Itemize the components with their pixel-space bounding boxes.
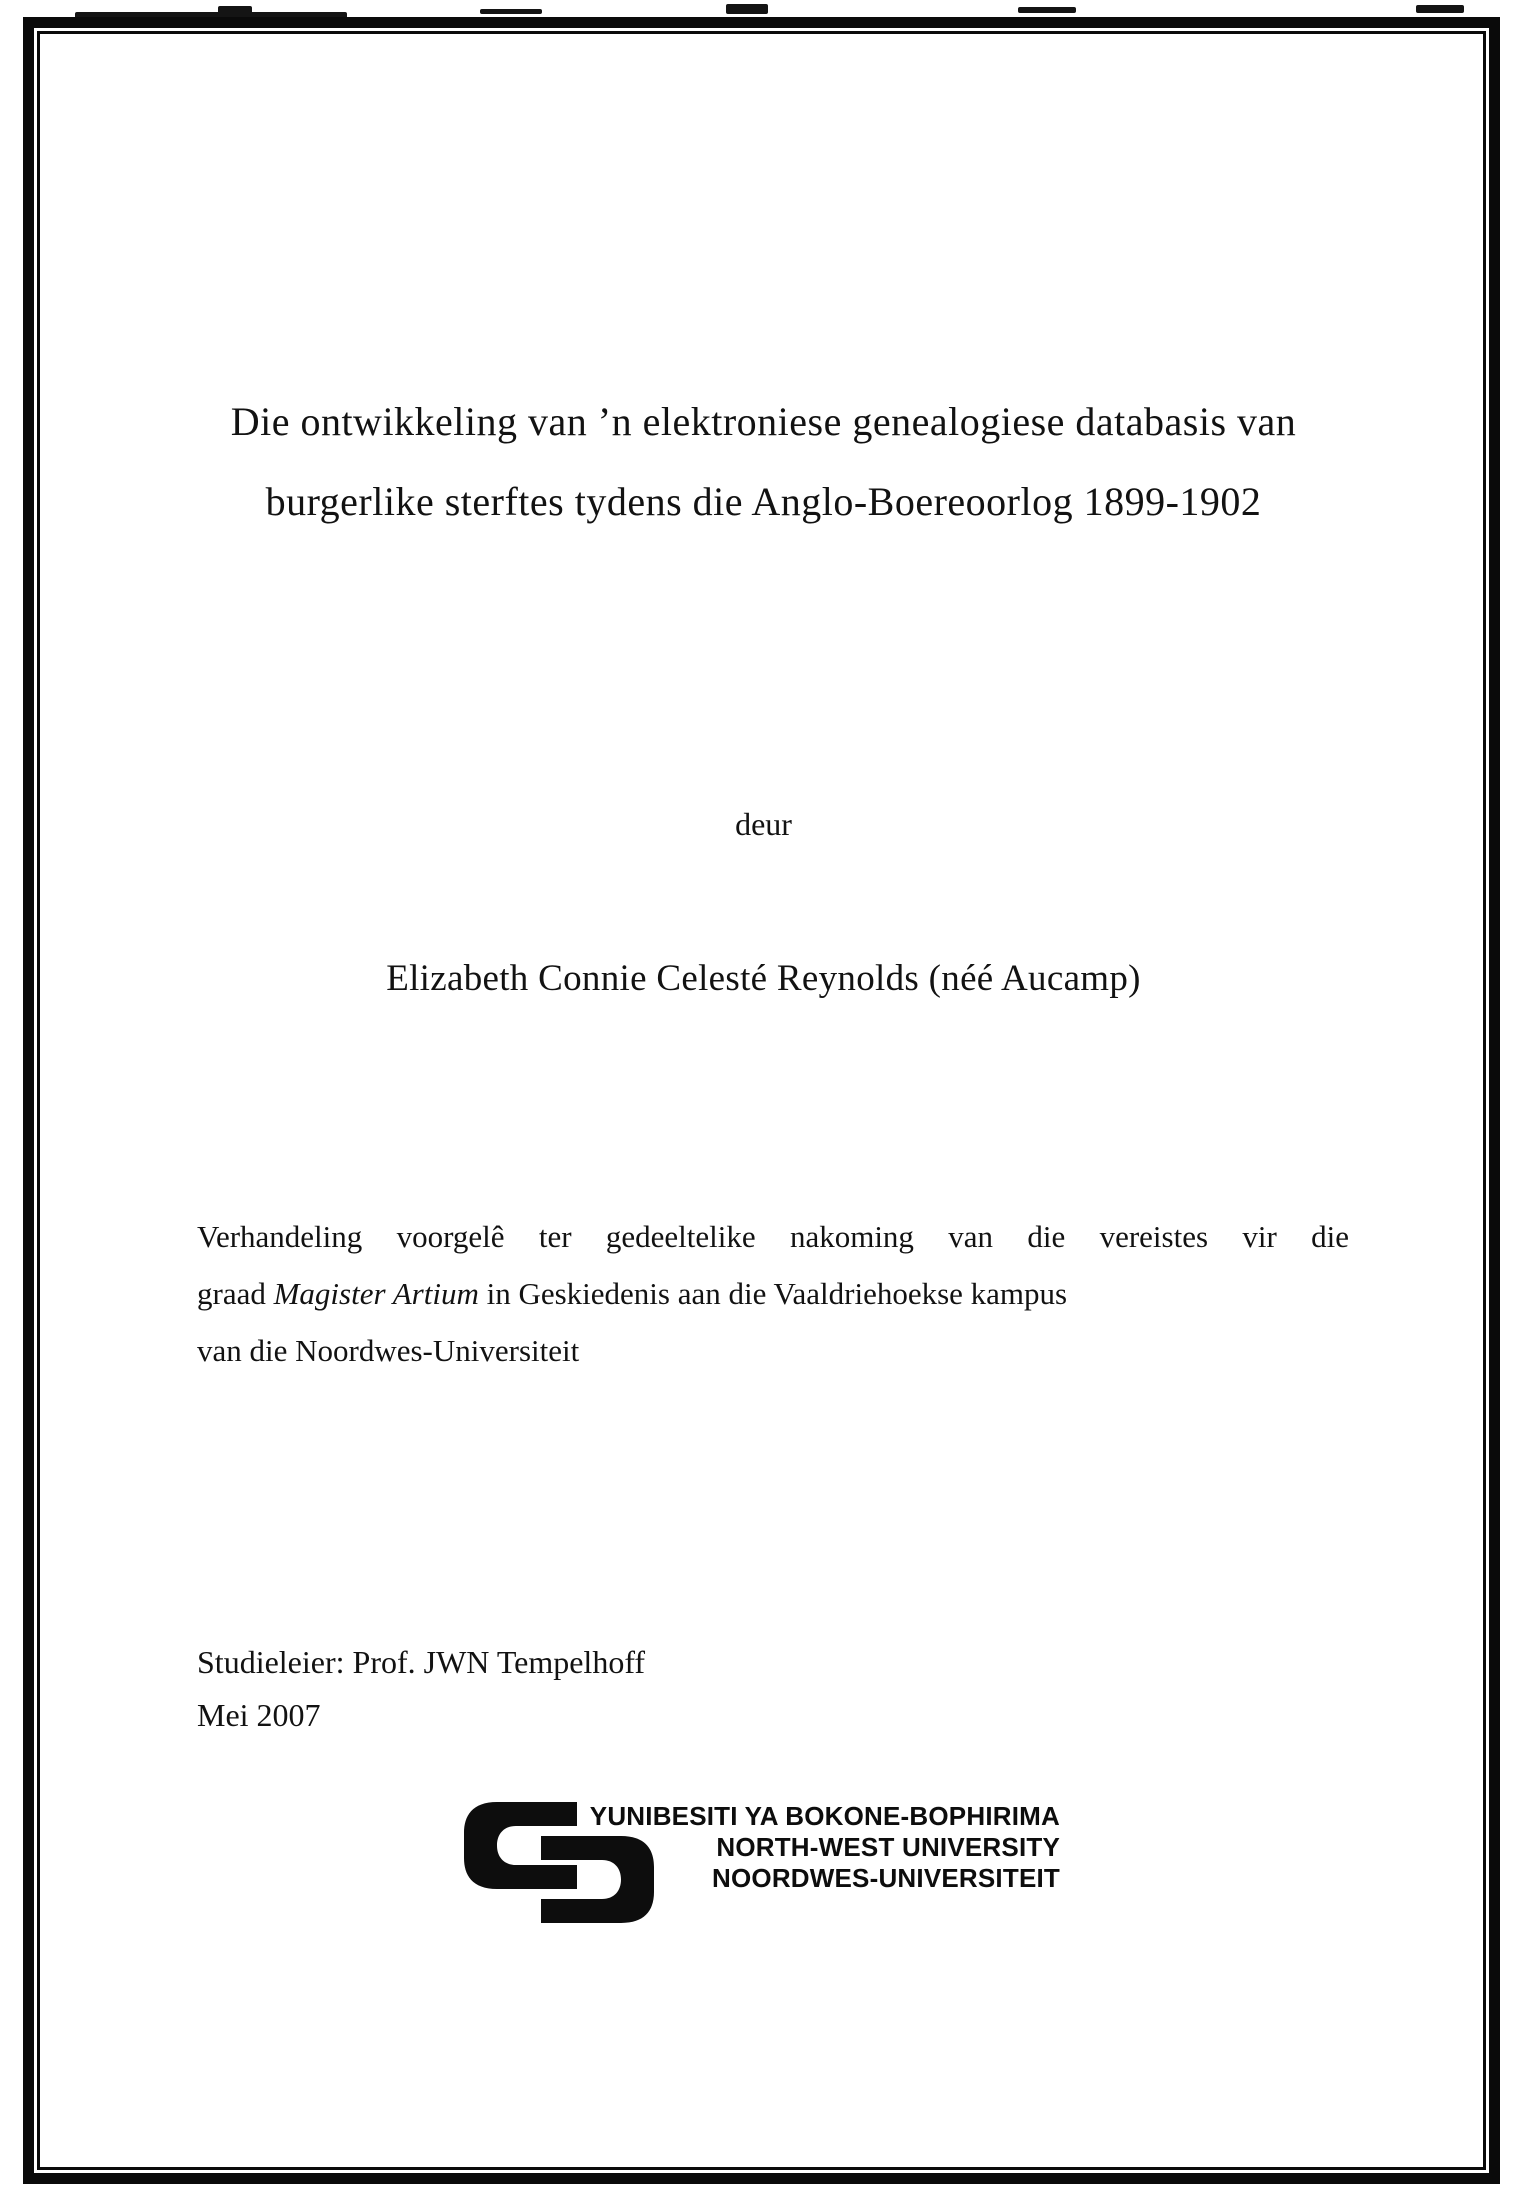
degree-title-italic: Magister Artium (273, 1276, 479, 1311)
supervisor-line: Studieleier: Prof. JWN Tempelhoff (197, 1644, 646, 1680)
degree-statement (197, 1208, 1349, 1379)
degree-statement-line1: Verhandeling voorgelê ter gedeeltelike nakoming van die vereistes vir die (197, 1219, 1349, 1254)
logo-line-setswana: YUNIBESITI YA BOKONE-BOPHIRIMA (589, 1801, 1060, 1831)
thesis-title (60, 382, 1467, 542)
scan-artifact (480, 9, 542, 14)
scan-artifact (1018, 7, 1076, 13)
scan-artifact (726, 4, 768, 14)
degree-statement-line2-prefix: graad (197, 1276, 274, 1311)
thesis-title-line2: burgerlike sterftes tydens die Anglo-Boereoorlog 1899-1902 (265, 479, 1262, 524)
degree-statement-line3: van die Noordwes-Universiteit (197, 1333, 580, 1368)
logo-line-english: NORTH-WEST UNIVERSITY (716, 1832, 1060, 1862)
byline-deur: deur (735, 806, 792, 842)
university-logo (464, 1798, 1124, 1934)
supervisor-block (197, 1636, 645, 1742)
degree-statement-line2 (197, 1265, 1349, 1322)
date-line: Mei 2007 (197, 1697, 321, 1733)
author-name: Elizabeth Connie Celesté Reynolds (néé Aucamp) (386, 958, 1141, 999)
thesis-title-line1: Die ontwikkeling van ’n elektroniese genealogiese databasis van (230, 399, 1297, 444)
scan-artifact (1416, 5, 1464, 13)
degree-statement-line2-suffix: in Geskiedenis aan die Vaaldriehoekse kampus (478, 1276, 1068, 1311)
logo-line-afrikaans: NOORDWES-UNIVERSITEIT (712, 1863, 1060, 1893)
university-logo-text (580, 1801, 1060, 1894)
scan-artifact (218, 6, 252, 15)
